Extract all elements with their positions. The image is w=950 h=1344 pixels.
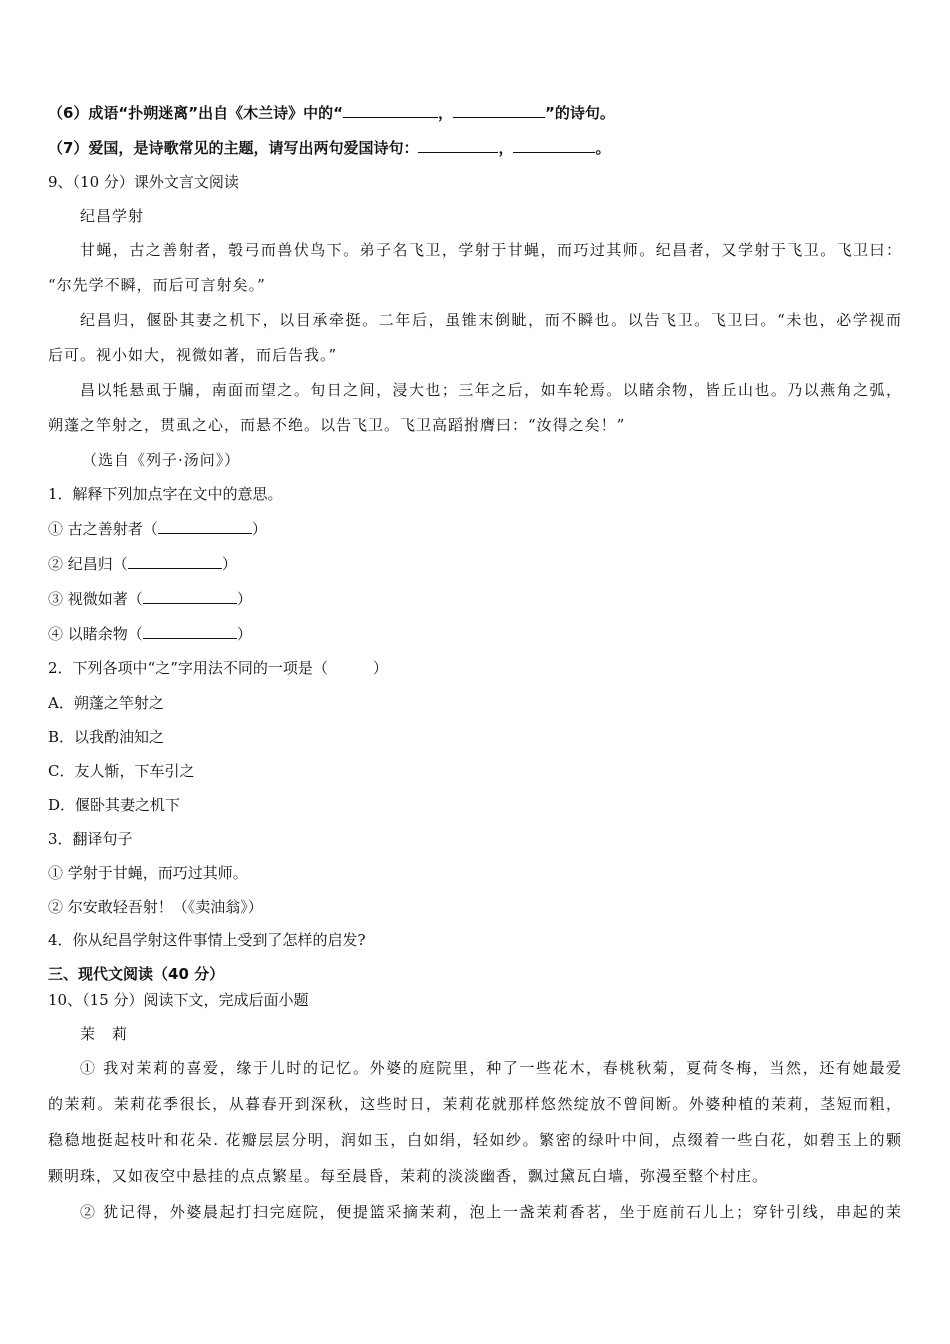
translate-item: ② 尔安敢轻吾射！（《卖油翁》） <box>48 898 263 916</box>
option-b[interactable]: B．以我酌油知之 <box>48 728 165 746</box>
translate-item: ① 学射于甘蝇，而巧过其师。 <box>48 864 248 882</box>
answer-blank[interactable] <box>143 623 237 639</box>
answer-blank[interactable] <box>128 553 222 569</box>
sub-question-1: 1．解释下列加点字在文中的意思。 <box>48 485 283 503</box>
option-c[interactable]: C．友人惭，下车引之 <box>48 762 195 780</box>
passage-line: 昌以牦悬虱于牖，南面而望之。旬日之间，浸大也；三年之后，如车轮焉。以睹余物，皆丘山也。乃以燕角之弧， <box>80 381 902 399</box>
passage-line: 的茉莉。茉莉花季很长，从暮春开到深秋，这些时日，茉莉花就那样悠然绽放不曾间断。外婆种植的茉莉，茎短而粗， <box>48 1095 902 1113</box>
passage-line: 稳稳地挺起枝叶和花朵. 花瓣层层分明，润如玉，白如绢，轻如纱。繁密的绿叶中间，点缀着一些白花，如碧玉上的颗 <box>48 1131 902 1149</box>
definition-item: ③ 视微如著（ ） <box>48 590 252 608</box>
sub-question-4: 4．你从纪昌学射这件事情上受到了怎样的启发? <box>48 931 366 949</box>
question-6: （6）成语“扑朔迷离”出自《木兰诗》中的“ ， ”的诗句。 <box>48 104 615 122</box>
passage-title: 茉 莉 <box>80 1025 129 1043</box>
sub-question-3: 3．翻译句子 <box>48 830 133 848</box>
question-7: （7）爱国，是诗歌常见的主题，请写出两句爱国诗句： ， 。 <box>48 139 611 157</box>
passage-line: 后可。视小如大，视微如著，而后告我。” <box>48 346 338 364</box>
passage-title: 纪昌学射 <box>80 207 145 225</box>
answer-blank[interactable] <box>513 137 595 153</box>
answer-blank[interactable] <box>343 102 438 118</box>
sub-question-2: 2．下列各项中“之”字用法不同的一项是（ ） <box>48 659 388 677</box>
question-10-heading: 10、（15 分）阅读下文，完成后面小题 <box>48 991 309 1009</box>
question-9-heading: 9、（10 分）课外文言文阅读 <box>48 173 239 191</box>
answer-blank[interactable] <box>143 588 237 604</box>
answer-blank[interactable] <box>453 102 545 118</box>
answer-blank[interactable] <box>158 518 252 534</box>
definition-item: ② 纪昌归（ ） <box>48 555 237 573</box>
option-a[interactable]: A．朔蓬之竿射之 <box>48 694 164 712</box>
definition-item: ① 古之善射者（ ） <box>48 520 267 538</box>
passage-line: 甘蝇，古之善射者，彀弓而兽伏鸟下。弟子名飞卫，学射于甘蝇，而巧过其师。纪昌者，又学射于飞卫。飞卫曰： <box>80 241 902 259</box>
passage-line: ① 我对茉莉的喜爱，缘于儿时的记忆。外婆的庭院里，种了一些花木，春桃秋菊，夏荷冬梅，当然，还有她最爱 <box>80 1059 902 1077</box>
option-d[interactable]: D．偃卧其妻之机下 <box>48 796 181 814</box>
answer-blank[interactable] <box>418 137 498 153</box>
passage-line: “尔先学不瞬，而后可言射矣。” <box>48 276 266 294</box>
passage-line: ② 犹记得，外婆晨起打扫完庭院，便提篮采摘茉莉，泡上一盏茉莉香茗，坐于庭前石儿上；穿针引线，串起的茉 <box>80 1203 902 1221</box>
passage-source: （选自《列子·汤问》） <box>82 451 241 469</box>
definition-item: ④ 以睹余物（ ） <box>48 625 252 643</box>
passage-line: 颗明珠，又如夜空中悬挂的点点繁星。每至晨昏，茉莉的淡淡幽香，飘过黛瓦白墙，弥漫至整个村庄。 <box>48 1167 769 1185</box>
passage-line: 纪昌归，偃卧其妻之机下，以目承牵挺。二年后，虽锥末倒眦，而不瞬也。以告飞卫。飞卫曰。“未也，必学视而 <box>80 311 902 329</box>
passage-line: 朔蓬之竿射之，贯虱之心，而悬不绝。以告飞卫。飞卫高蹈拊膺曰：“汝得之矣！” <box>48 416 626 434</box>
section-heading: 三、现代文阅读（40 分） <box>48 965 225 983</box>
